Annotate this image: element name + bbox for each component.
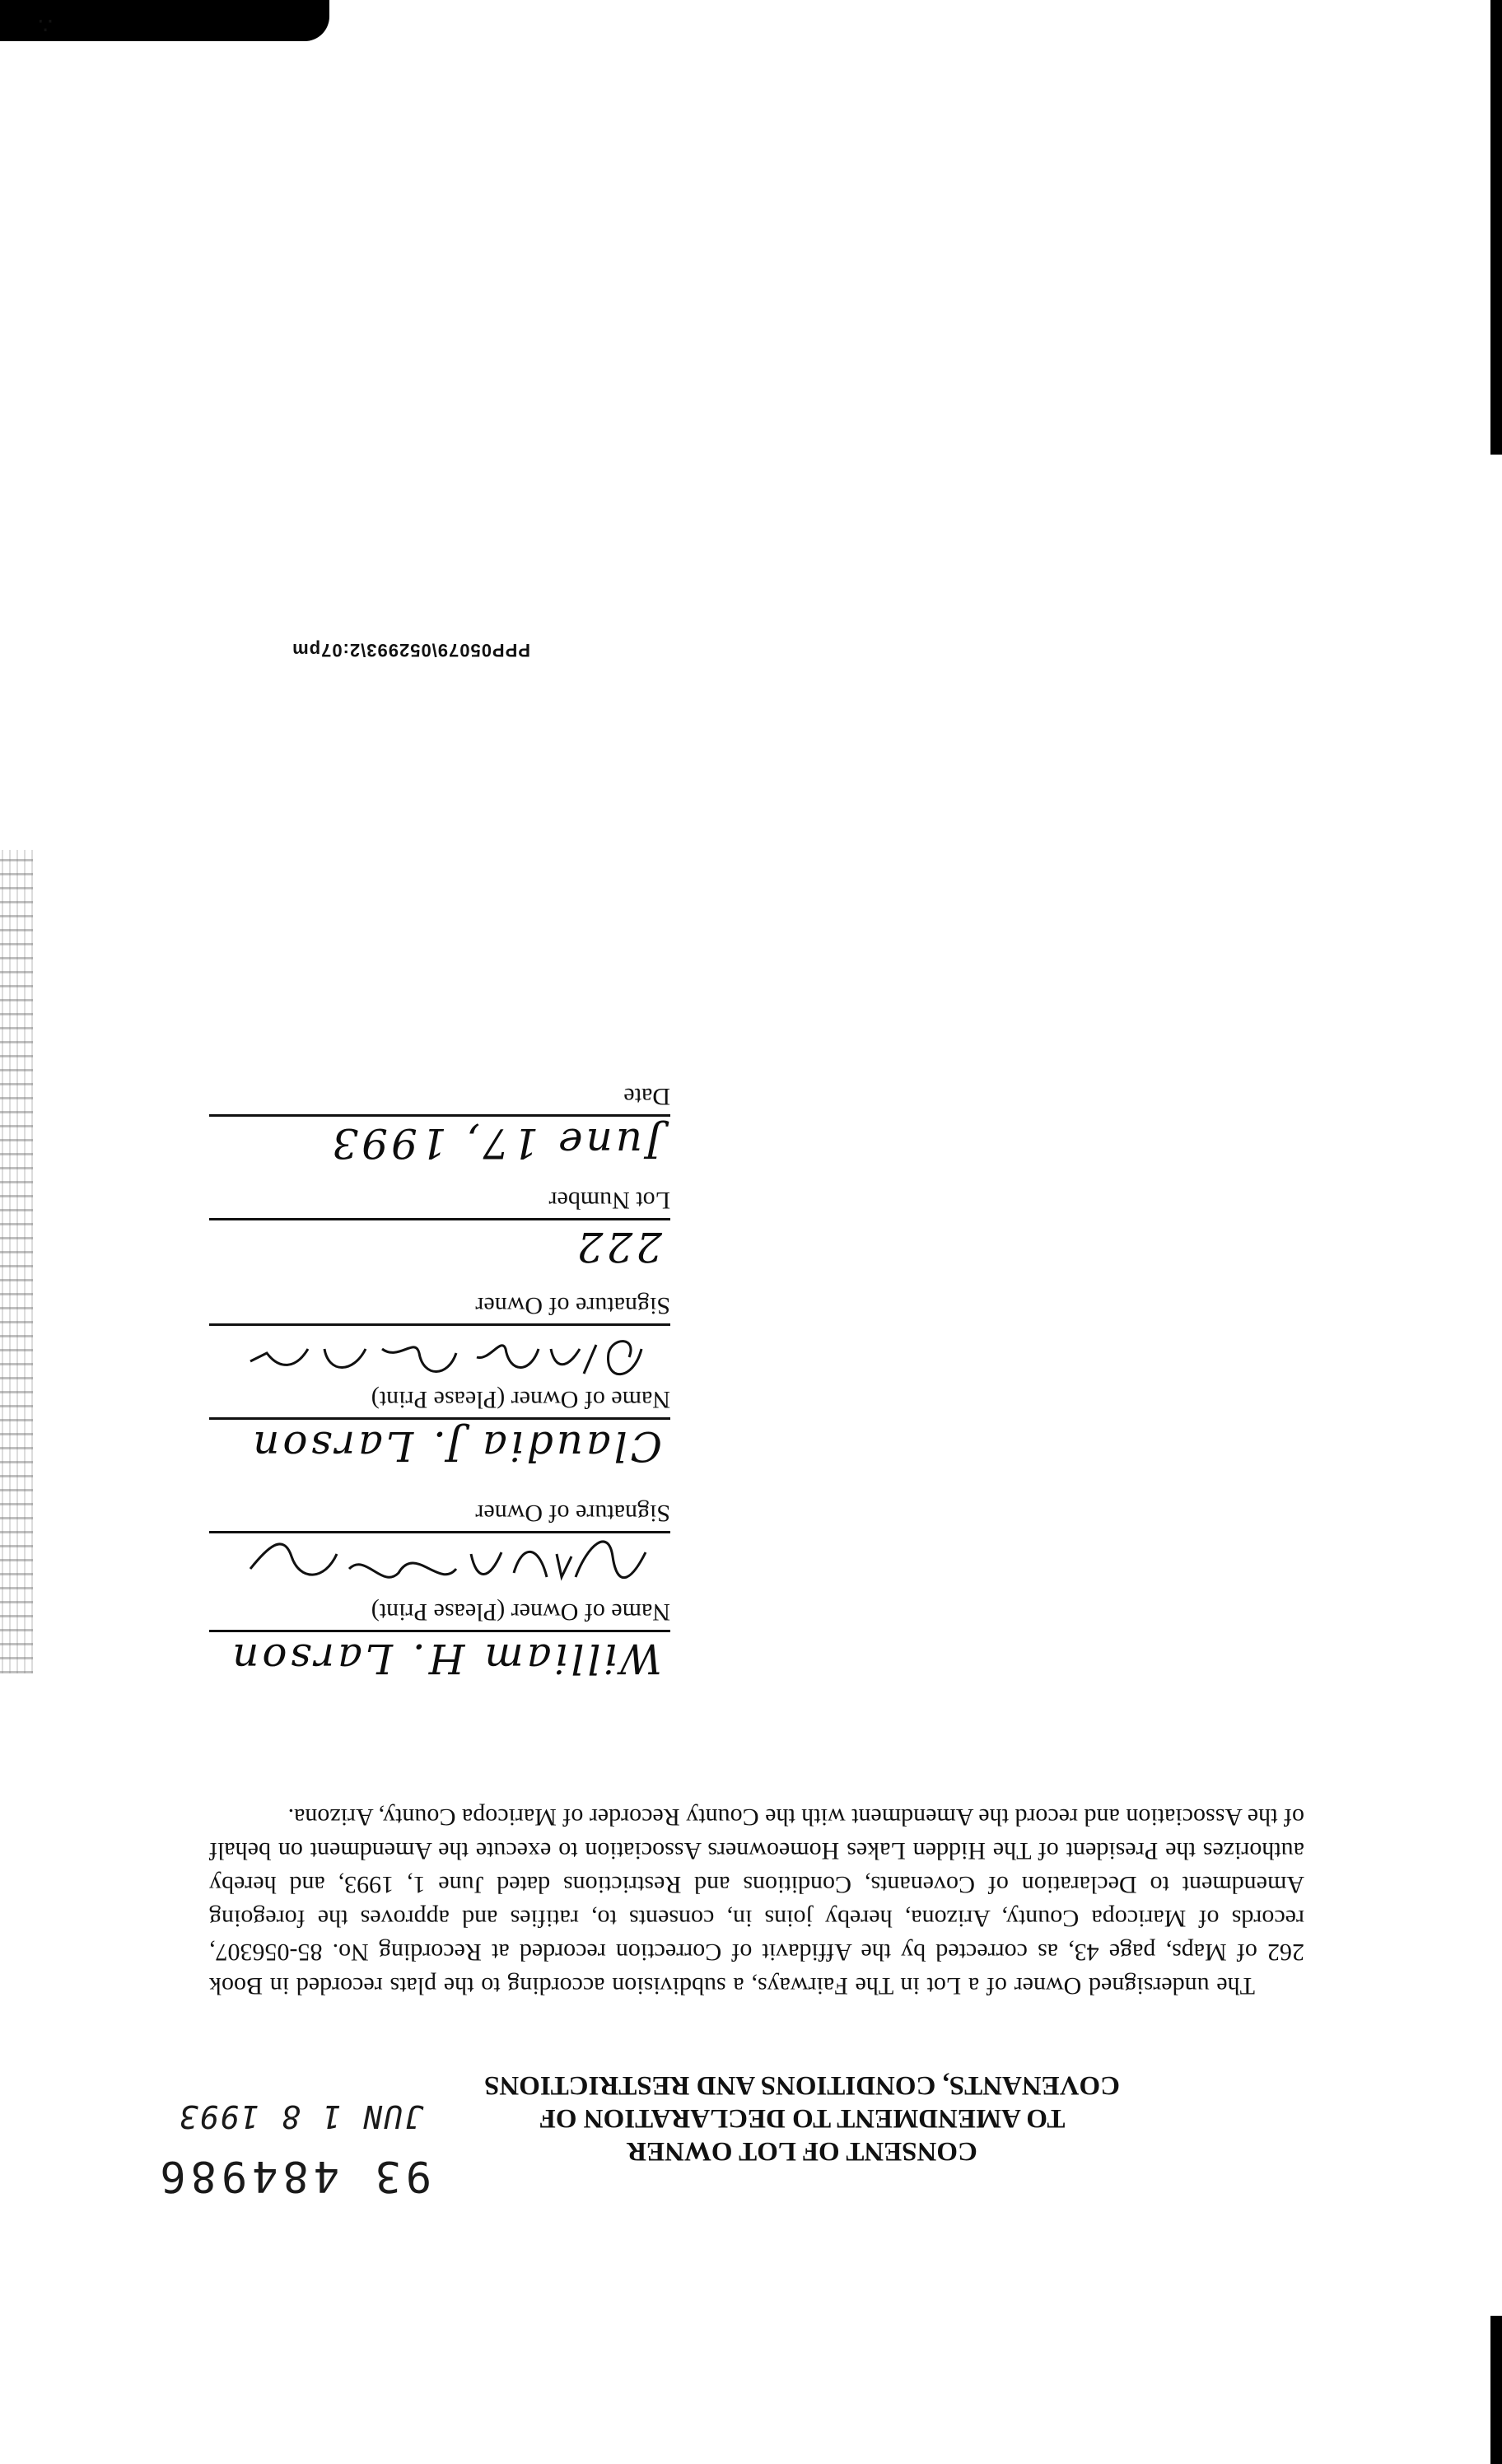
handwritten-date: June 17, 1993 — [329, 1119, 662, 1167]
field-label: Name of Owner (Please Print) — [371, 1598, 670, 1626]
title-line: COVENANTS, CONDITIONS AND RESTRICTIONS — [484, 2070, 1121, 2100]
consent-paragraph: The undersigned Owner of a Lot in The Fairways, a subdivision according to the plats recorded in Book 262 of Maps, page 43, as corrected by the Affidavit of Correction recorded at Recording No. 85-056307, records of Maricopa County, Arizona, hereby joins in, consents to, ratifies and approves the foregoing Amendment to Declaration of Covenants, Conditions and Restrictions dated June 1, 1993, and hereby authorizes the President of The Hidden Lakes Homeowners Association to execute the Amendment on behalf of the Association and record the Amendment with the County Recorder of Maricopa County, Arizona. — [209, 1804, 1304, 2000]
owner-name-field-1 — [209, 1597, 670, 1682]
recording-number-stamp: 93 484986 — [155, 2151, 431, 2200]
owner-signature-field-1 — [209, 1498, 670, 1533]
document-code: PPP05079\052993\2:07pm — [292, 640, 530, 660]
document-title — [349, 2069, 1255, 2168]
signature-line — [209, 1417, 670, 1420]
handwritten-owner-name: William H. Larson — [229, 1635, 662, 1682]
lot-number-field — [209, 1185, 670, 1271]
recorded-date-stamp: JUN 1 8 1993 — [177, 2098, 423, 2135]
owner-name-field-2 — [209, 1384, 670, 1470]
signature-line — [209, 1323, 670, 1326]
field-label: Name of Owner (Please Print) — [371, 1386, 670, 1413]
field-label: Lot Number — [548, 1187, 670, 1214]
scan-edge-artifact — [1490, 2316, 1502, 2464]
title-line: CONSENT OF LOT OWNER — [627, 2136, 977, 2166]
owner-signature-field-2 — [209, 1290, 670, 1326]
signature-line — [209, 1531, 670, 1533]
signature-line — [209, 1114, 670, 1117]
handwritten-lot-number: 222 — [573, 1223, 662, 1271]
field-label: Date — [623, 1083, 670, 1110]
signature-line — [209, 1630, 670, 1632]
field-label: Signature of Owner — [475, 1500, 670, 1527]
scan-edge-artifact — [1490, 0, 1502, 455]
date-field — [209, 1081, 670, 1167]
field-label: Signature of Owner — [475, 1292, 670, 1319]
signature-line — [209, 1218, 670, 1220]
handwritten-signature — [242, 1328, 654, 1386]
handwritten-signature — [242, 1536, 654, 1594]
scan-mark: ∴ — [38, 12, 53, 37]
handwritten-owner-name: Claudia J. Larson — [250, 1422, 662, 1470]
title-line: TO AMENDMENT TO DECLARATION OF — [539, 2103, 1066, 2133]
scan-noise — [0, 850, 33, 1673]
